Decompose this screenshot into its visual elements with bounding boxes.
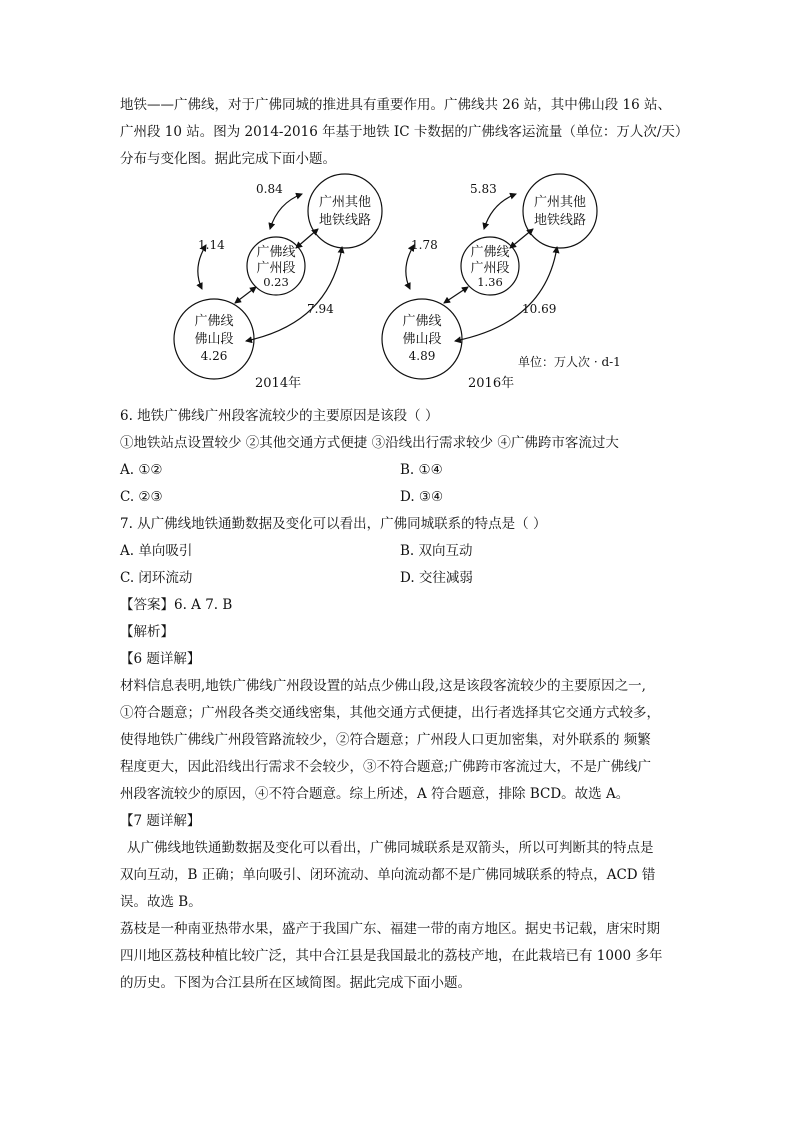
intro-line-2: 广州段 10 站。图为 2014-2016 年基于地铁 IC 卡数据的广佛线客运流量（单位：万人次/天） xyxy=(120,124,689,140)
arrow-gz-other xyxy=(484,194,516,229)
q7-option-b: B. 双向互动 xyxy=(400,543,473,559)
arrow-fs-gz-straight xyxy=(444,287,468,303)
analysis-heading: 【解析】 xyxy=(120,624,174,640)
q6-options-row-2 xyxy=(120,484,680,511)
arrow-fs-gz-straight xyxy=(235,287,256,303)
flow-fs-gz-label: 1.78 xyxy=(411,238,438,252)
intro-line-3: 分布与变化图。据此完成下面小题。 xyxy=(120,151,336,167)
detail-6-line: 使得地铁广佛线广州段管路流较少，②符合题意；广州段人口更加密集，对外联系的 频繁 xyxy=(120,732,651,748)
arrow-gz-other-straight xyxy=(510,229,533,248)
q7-options-row-2 xyxy=(120,565,680,592)
q7-stem: 7. 从广佛线地铁通勤数据及变化可以看出，广佛同城联系的特点是（ ） xyxy=(120,516,547,532)
node-fs-text-2: 佛山段 xyxy=(194,332,234,347)
next-passage-line: 的历史。下图为合江县所在区域简图。据此完成下面小题。 xyxy=(120,975,471,991)
node-gz-text-1: 广佛线 xyxy=(256,245,296,260)
arrow-gz-other xyxy=(270,194,302,229)
q7-option-c: C. 闭环流动 xyxy=(120,570,193,586)
node-gz-value: 0.23 xyxy=(263,275,289,289)
flow-fs-other-label: 10.69 xyxy=(522,302,557,316)
node-other-line xyxy=(523,174,597,248)
node-other-line-text-1: 广州其他 xyxy=(533,195,587,210)
q6-option-c: C. ②③ xyxy=(120,489,163,505)
document-page xyxy=(120,92,689,997)
flow-fs-gz-label: 1.14 xyxy=(198,238,225,252)
detail-6-line: 州段客流较少的原因，④不符合题意。综上所述，A 符合题意，排除 BCD。故选 A。 xyxy=(120,786,630,802)
flow-gz-other-label: 0.84 xyxy=(256,182,283,196)
q6-option-b: B. ①④ xyxy=(400,462,443,478)
node-fs-text-2: 佛山段 xyxy=(402,332,442,347)
detail-6-line: 材料信息表明,地铁广佛线广州段设置的站点少佛山段,这是该段客流较少的主要原因之一, xyxy=(120,678,646,694)
unit-label: 单位：万人次 · d-1 xyxy=(518,355,621,369)
q6-option-d: D. ③④ xyxy=(400,489,444,505)
detail-6-heading: 【6 题详解】 xyxy=(120,651,201,667)
diagram-2016 xyxy=(382,174,621,391)
q7-option-d: D. 交往减弱 xyxy=(400,570,473,586)
node-fs-text-1: 广佛线 xyxy=(402,314,442,329)
node-gz-text-1: 广佛线 xyxy=(470,245,510,260)
year-2014-label: 2014年 xyxy=(255,376,302,391)
detail-6-line: 程度更大，因此沿线出行需求不会较少，③不符合题意;广佛跨市客流过大，不是广佛线广 xyxy=(120,759,652,775)
flow-fs-other-label: 7.94 xyxy=(307,302,334,316)
detail-7-line: 从广佛线地铁通勤数据及变化可以看出，广佛同城联系是双箭头，所以可判断其的特点是 xyxy=(127,840,654,856)
year-2016-label: 2016年 xyxy=(468,376,515,391)
node-gz-text-2: 广州段 xyxy=(470,261,510,276)
diagram-2014 xyxy=(174,174,382,391)
next-passage-line: 荔枝是一种南亚热带水果，盛产于我国广东、福建一带的南方地区。据史书记载，唐宋时期 xyxy=(120,921,660,937)
intro-line-1: 地铁——广佛线，对于广佛同城的推进具有重要作用。广佛线共 26 站，其中佛山段 16 站、 xyxy=(120,97,672,113)
answer-line: 【答案】6. A 7. B xyxy=(120,597,233,613)
detail-7-line: 误。故选 B。 xyxy=(120,894,202,910)
arrow-gz-other-straight xyxy=(296,229,318,248)
node-fs-value: 4.26 xyxy=(200,349,228,363)
detail-6-line: ①符合题意；广州段各类交通线密集，其他交通方式便捷，出行者选择其它交通方式较多， xyxy=(120,705,660,721)
q6-option-a: A. ①② xyxy=(120,462,163,478)
q6-stem: 6. 地铁广佛线广州段客流较少的主要原因是该段（ ） xyxy=(120,408,439,424)
node-fs-text-1: 广佛线 xyxy=(194,314,234,329)
node-other-line-text-1: 广州其他 xyxy=(318,195,372,210)
q6-options-row-1 xyxy=(120,457,680,484)
node-fs-value: 4.89 xyxy=(408,349,436,363)
node-gz-text-2: 广州段 xyxy=(256,261,296,276)
q7-options-row-1 xyxy=(120,538,680,565)
node-other-line-text-2: 地铁线路 xyxy=(533,213,587,228)
q6-items: ①地铁站点设置较少 ②其他交通方式便捷 ③沿线出行需求较少 ④广佛跨市客流过大 xyxy=(120,435,619,451)
node-gz-value: 1.36 xyxy=(477,275,503,289)
detail-7-line: 双向互动，B 正确；单向吸引、闭环流动、单向流动都不是广佛同城联系的特点，ACD 错 xyxy=(120,867,656,883)
next-passage-line: 四川地区荔枝种植比较广泛，其中合江县是我国最北的荔枝产地，在此栽培已有 1000 多年 xyxy=(120,948,663,964)
q7-option-a: A. 单向吸引 xyxy=(120,543,193,559)
detail-7-heading: 【7 题详解】 xyxy=(120,813,201,829)
flow-gz-other-label: 5.83 xyxy=(470,182,497,196)
node-other-line xyxy=(308,174,382,248)
flow-diagram xyxy=(120,173,680,403)
node-other-line-text-2: 地铁线路 xyxy=(318,213,372,228)
